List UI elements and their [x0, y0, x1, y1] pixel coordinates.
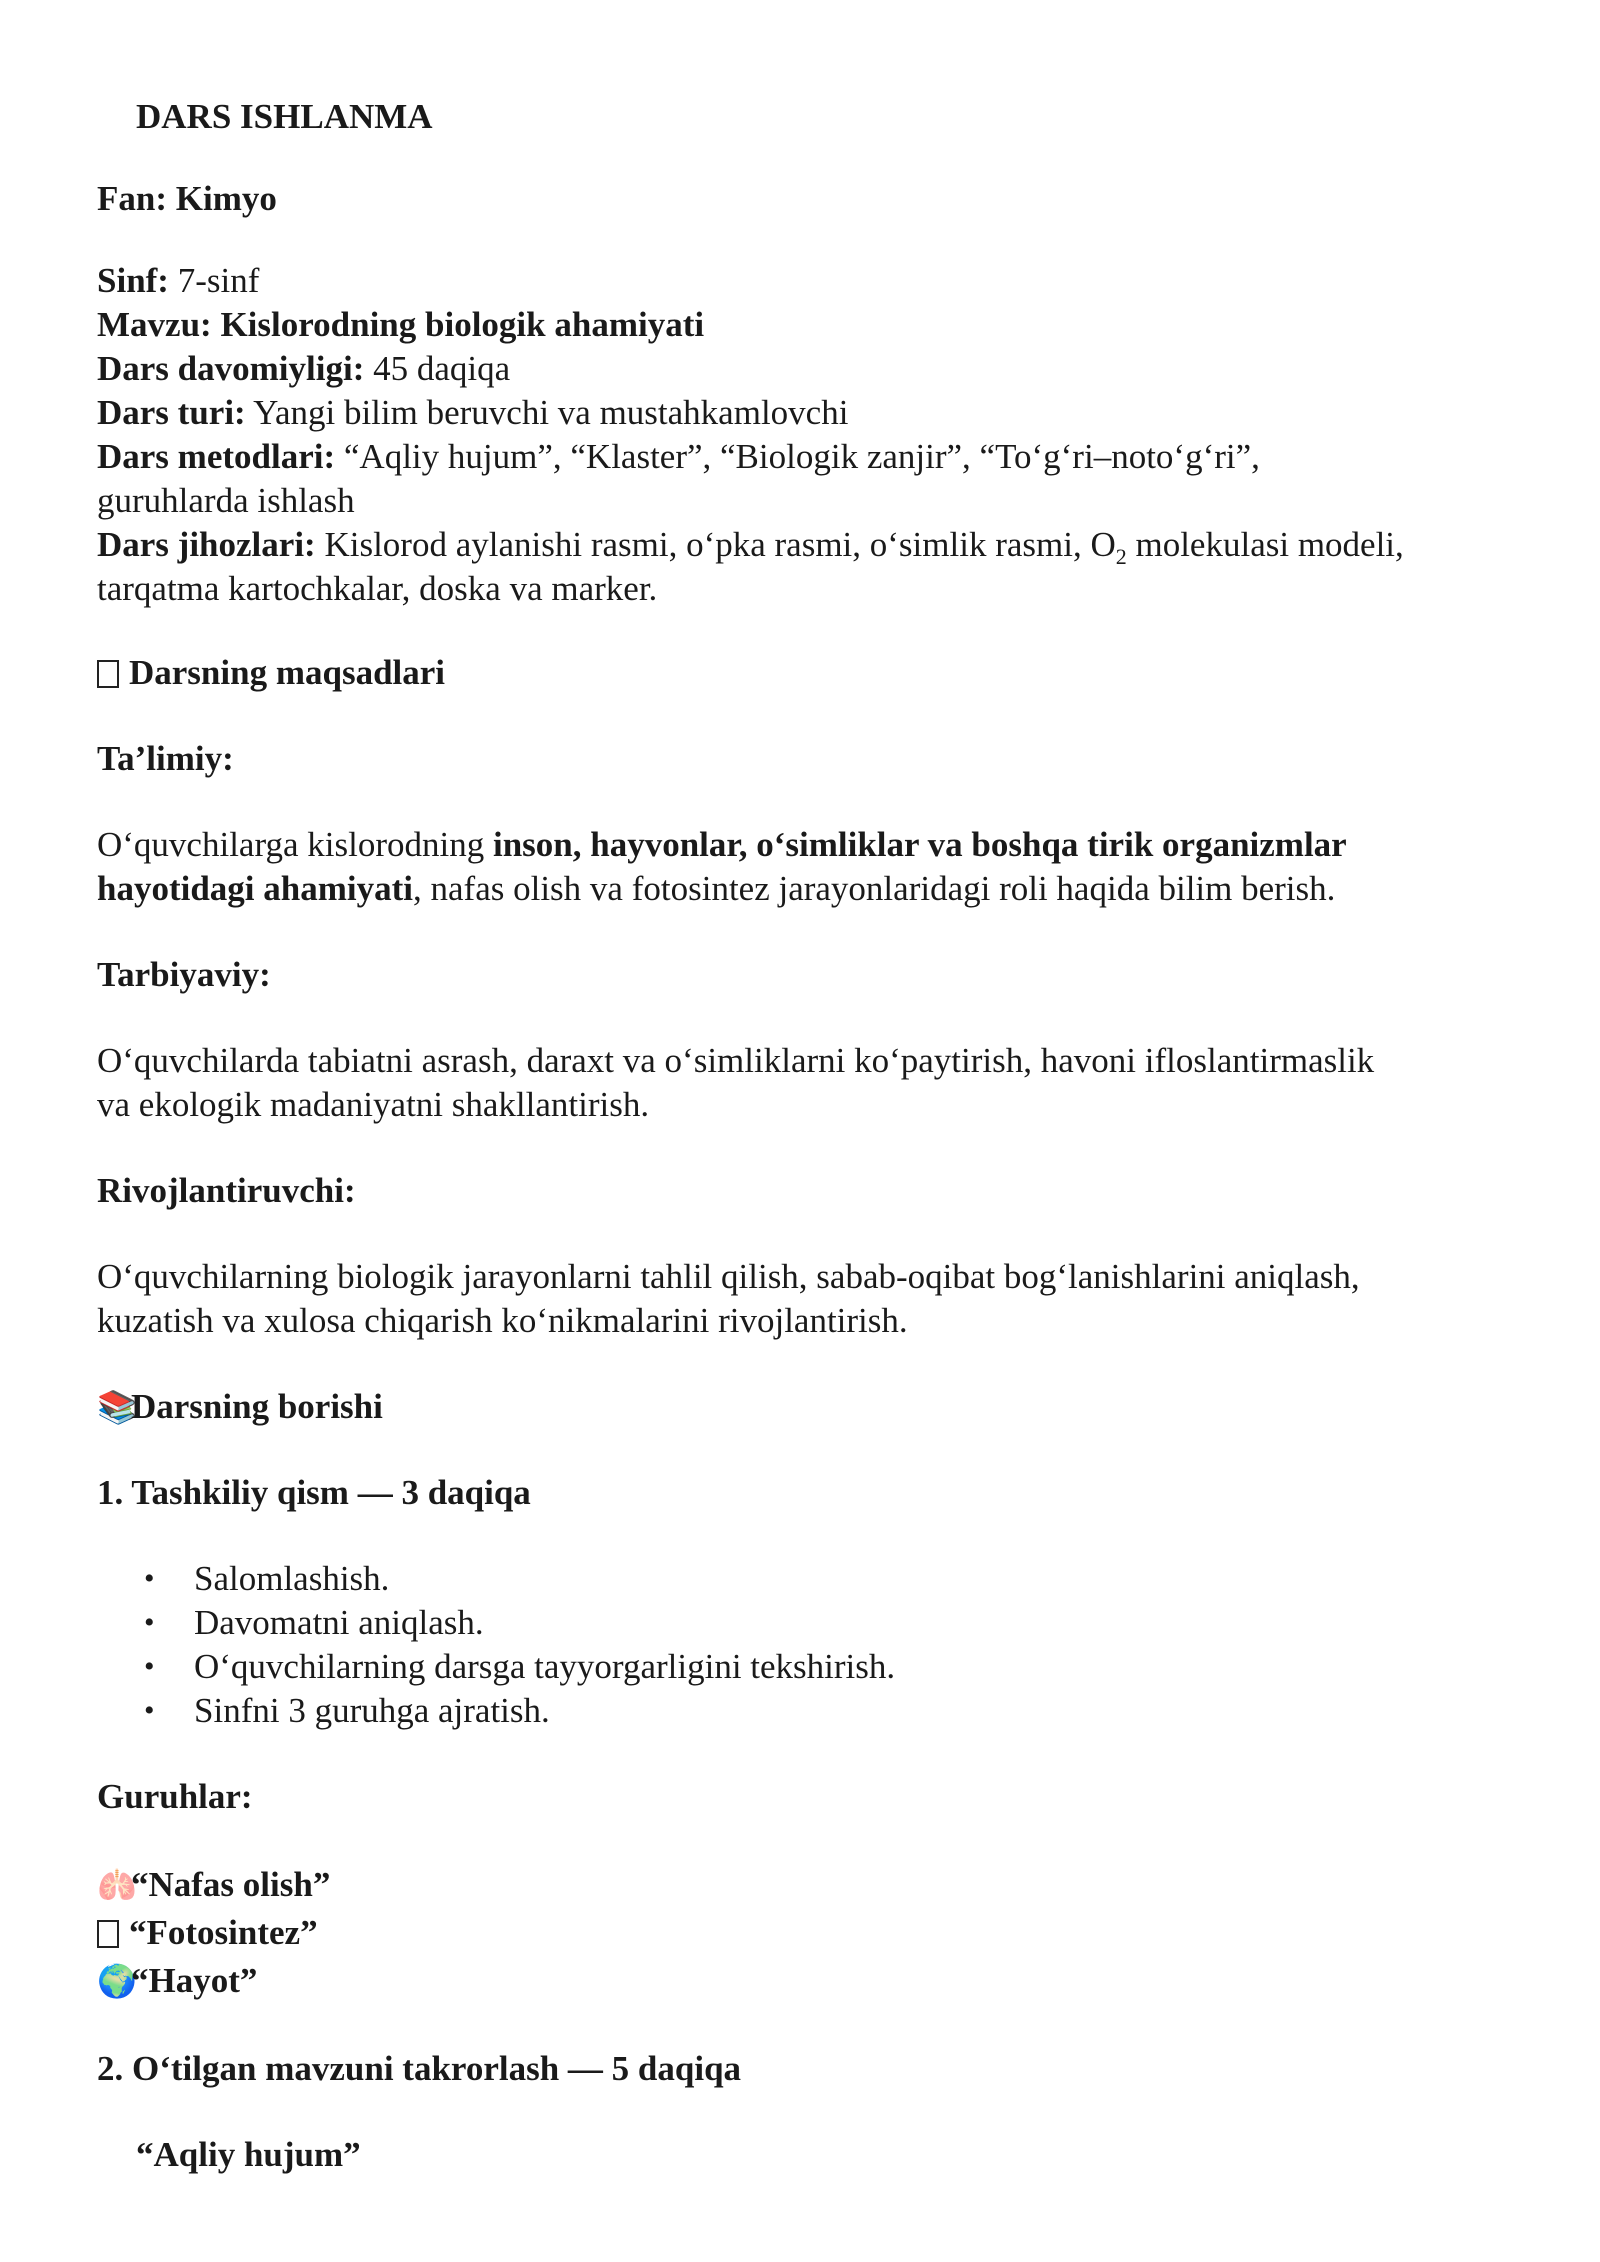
list-item: • O‘quvchilarning darsga tayyorgarligini tekshirish. [97, 1645, 1520, 1689]
missing-glyph-box [97, 1920, 119, 1948]
group-item: “Fotosintez” [97, 1909, 1520, 1957]
tarbiya-heading: Tarbiyaviy: [97, 955, 271, 994]
metodlar-line: Dars metodlari: “Aqliy hujum”, “Klaster”, “Biologik zanjir”, “To‘g‘ri–noto‘g‘ri”, [97, 437, 1260, 476]
guruhlar-heading: Guruhlar: [97, 1777, 253, 1816]
section1-heading: 1. Tashkiliy qism — 3 daqiqa [97, 1473, 531, 1512]
meta-block [97, 259, 1520, 611]
fan-line: Fan: Kimyo [97, 179, 277, 218]
sinf-line: Sinf: 7-sinf [97, 261, 260, 300]
maqsad-heading: Darsning maqsadlari [97, 651, 1520, 695]
group-item: 🌍“Hayot” [97, 1957, 1520, 2005]
globe-icon: 🌍 [97, 1962, 137, 2000]
metodlar-line-2: guruhlarda ishlash [97, 481, 355, 520]
list-item: • Davomatni aniqlash. [97, 1601, 1520, 1645]
talimiy-paragraph: O‘quvchilarga kislorodning inson, hayvonlar, o‘simliklar va boshqa tirik organizmlar hayotidagi ahamiyati, nafas olish va fotosintez jarayonlaridagi roli haqida bilim berish. [97, 825, 1347, 908]
dars-turi-line: Dars turi: Yangi bilim beruvchi va mustahkamlovchi [97, 393, 849, 432]
lungs-icon: 🫁 [97, 1866, 137, 1904]
mavzu-line: Mavzu: Kislorodning biologik ahamiyati [97, 305, 705, 344]
section1-list [97, 1557, 1520, 1733]
borish-heading: 📚Darsning borishi [97, 1385, 1520, 1429]
books-icon: 📚 [97, 1388, 137, 1426]
aqliy-heading: “Aqliy hujum” [136, 2135, 361, 2174]
list-item: • Salomlashish. [97, 1557, 1520, 1601]
group-item: 🫁“Nafas olish” [97, 1861, 1520, 1909]
rivoj-heading: Rivojlantiruvchi: [97, 1171, 356, 1210]
list-item: • Sinfni 3 guruhga ajratish. [97, 1689, 1520, 1733]
rivoj-paragraph: O‘quvchilarning biologik jarayonlarni tahlil qilish, sabab-oqibat bog‘lanishlarini aniqlash, kuzatish va xulosa chiqarish ko‘nikmalarini rivojlantirish. [97, 1257, 1360, 1340]
jihozlar-line-2: tarqatma kartochkalar, doska va marker. [97, 569, 658, 608]
doc-title: DARS ISHLANMA [136, 97, 433, 136]
missing-glyph-box [97, 660, 119, 688]
talimiy-heading: Ta’limiy: [97, 739, 234, 778]
section2-heading: 2. O‘tilgan mavzuni takrorlash — 5 daqiqa [97, 2049, 742, 2088]
groups-list [97, 1861, 1520, 2005]
jihozlar-line: Dars jihozlari: Kislorod aylanishi rasmi, o‘pka rasmi, o‘simlik rasmi, $O_2$ molekulasi modeli, [97, 525, 1404, 569]
tarbiya-paragraph: O‘quvchilarda tabiatni asrash, daraxt va o‘simliklarni ko‘paytirish, havoni ifloslantirmaslik va ekologik madaniyatni shakllantirish. [97, 1041, 1375, 1124]
davomiylik-line: Dars davomiyligi: 45 daqiqa [97, 349, 511, 388]
